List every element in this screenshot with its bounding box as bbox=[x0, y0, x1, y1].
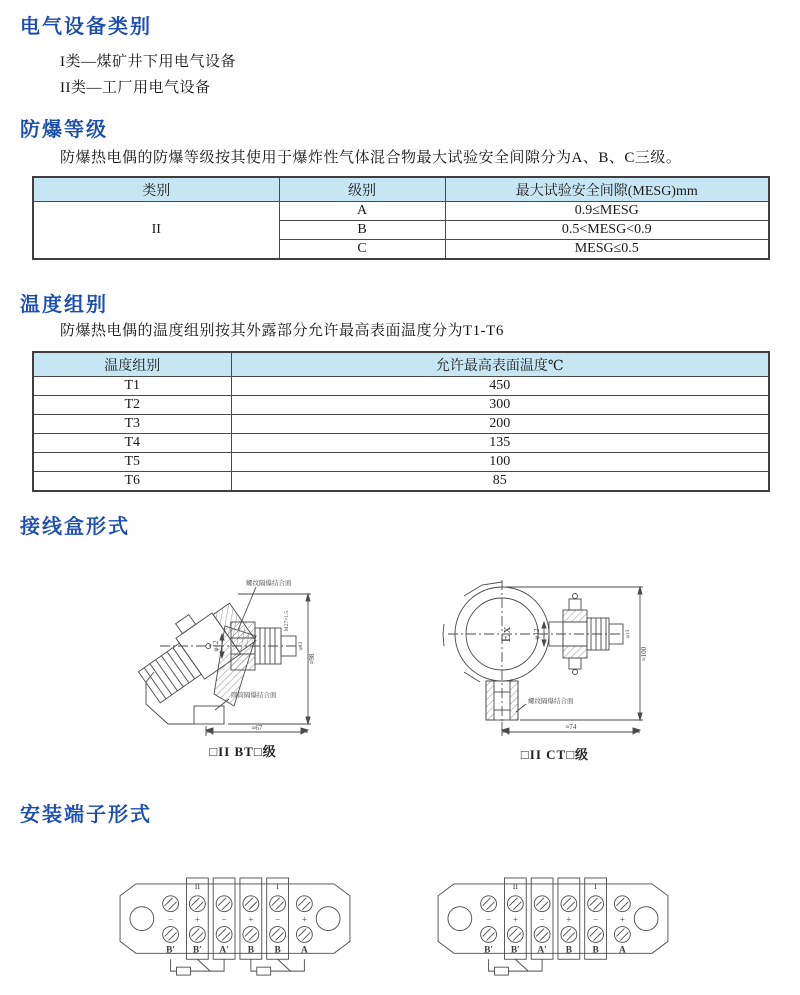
group-label-I: I bbox=[594, 881, 597, 891]
temperature-group-intro: 防爆热电偶的温度组别按其外露部分允许最高表面温度分为T1-T6 bbox=[60, 323, 504, 339]
post-label: A′ bbox=[537, 945, 547, 956]
cell-grade: B bbox=[279, 221, 445, 240]
column-header-grade: 级别 bbox=[279, 177, 445, 202]
cell-temp: 450 bbox=[231, 377, 769, 396]
width-dimension: ≈74 bbox=[565, 723, 577, 731]
post-label: B bbox=[274, 945, 281, 956]
polarity-sign: − bbox=[593, 914, 599, 925]
explosion-grade-intro: 防爆热电偶的防爆等级按其使用于爆炸性气体混合物最大试验安全间隙分为A、B、C三级。 bbox=[60, 150, 682, 166]
polarity-sign: + bbox=[248, 914, 254, 925]
terminal-block-left-figure bbox=[116, 876, 354, 985]
thread-joint-label: 螺纹隔爆结合面 bbox=[246, 580, 292, 587]
mounting-hole bbox=[448, 907, 472, 931]
cell-group: T6 bbox=[33, 472, 231, 492]
polarity-sign: + bbox=[301, 914, 307, 925]
cell-mesg: MESG≤0.5 bbox=[445, 240, 769, 260]
post-label: A′ bbox=[219, 945, 229, 956]
junction-box-ct-figure bbox=[430, 572, 680, 742]
polarity-sign: − bbox=[486, 914, 492, 925]
cylinder-joint-label: 圆筒隔爆结合面 bbox=[231, 692, 277, 699]
column-header-category: 类别 bbox=[33, 177, 279, 202]
table-row bbox=[33, 472, 769, 492]
polarity-sign: + bbox=[566, 914, 572, 925]
group-label-II: II bbox=[512, 881, 518, 891]
junction-box-bt-drawing bbox=[118, 574, 368, 760]
cell-group: T2 bbox=[33, 396, 231, 415]
explosion-grade-table bbox=[32, 176, 770, 260]
polarity-sign: − bbox=[275, 914, 281, 925]
tip-dimension: φ13 bbox=[625, 629, 631, 639]
equipment-class-line-2: II类—工厂用电气设备 bbox=[60, 80, 211, 96]
cell-temp: 135 bbox=[231, 434, 769, 453]
post-label: B bbox=[247, 945, 254, 956]
cell-temp: 200 bbox=[231, 415, 769, 434]
cell-temp: 100 bbox=[231, 453, 769, 472]
tip-dimension: φ13 bbox=[298, 641, 304, 651]
post-label: A bbox=[300, 945, 308, 956]
table-row bbox=[33, 202, 769, 221]
junction-box-ct-drawing bbox=[430, 572, 680, 763]
section-heading-explosion-grade: 防爆等级 bbox=[20, 119, 108, 141]
table-header-row bbox=[33, 352, 769, 377]
cylinder-label-leader bbox=[215, 699, 229, 710]
width-dimension: ≈67 bbox=[251, 724, 263, 732]
cell-category: II bbox=[33, 202, 279, 260]
terminal-screws bbox=[163, 896, 313, 943]
cell-mesg: 0.9≤MESG bbox=[445, 202, 769, 221]
jumper-bracket-right bbox=[251, 959, 305, 975]
bore-dimension: φ12 bbox=[533, 628, 541, 640]
jumper-bracket-left bbox=[171, 959, 225, 975]
post-label: B′ bbox=[166, 945, 176, 956]
group-label-I: I bbox=[276, 881, 279, 891]
height-dimension: ≈98 bbox=[308, 653, 316, 665]
bore-dimension: φ12 bbox=[212, 640, 220, 652]
bottom-cylinder bbox=[194, 706, 224, 724]
cell-mesg: 0.5<MESG<0.9 bbox=[445, 221, 769, 240]
cell-group: T4 bbox=[33, 434, 231, 453]
cell-temp: 300 bbox=[231, 396, 769, 415]
terminal-screws bbox=[481, 896, 631, 943]
polarity-sign: − bbox=[168, 914, 174, 925]
terminal-block-left-drawing bbox=[116, 876, 354, 985]
section-heading-equipment-class: 电气设备类别 bbox=[20, 16, 152, 38]
post-label: B bbox=[565, 945, 572, 956]
column-header-max-temp: 允许最高表面温度℃ bbox=[231, 352, 769, 377]
table-row bbox=[33, 396, 769, 415]
equipment-class-line-1: I类—煤矿井下用电气设备 bbox=[60, 54, 236, 70]
polarity-sign: + bbox=[619, 914, 625, 925]
cell-grade: A bbox=[279, 202, 445, 221]
temperature-group-table bbox=[32, 351, 770, 492]
section-heading-terminal-form: 安装端子形式 bbox=[20, 804, 152, 826]
cell-temp: 85 bbox=[231, 472, 769, 492]
table-row bbox=[33, 453, 769, 472]
post-label: B bbox=[592, 945, 599, 956]
terminal-block-right-figure bbox=[434, 876, 672, 985]
junction-box-bt-caption: □II BT□级 bbox=[209, 744, 277, 759]
polarity-sign: − bbox=[539, 914, 545, 925]
group-label-II: II bbox=[194, 881, 200, 891]
post-label: B′ bbox=[192, 945, 202, 956]
thread-joint-label: 螺纹隔爆结合面 bbox=[528, 698, 574, 705]
mounting-hole bbox=[634, 907, 658, 931]
post-label: B′ bbox=[510, 945, 520, 956]
column-header-mesg: 最大试验安全间隙(MESG)mm bbox=[445, 177, 769, 202]
table-row bbox=[33, 415, 769, 434]
section-heading-junction-box: 接线盒形式 bbox=[20, 516, 130, 538]
junction-box-ct-caption: □II CT□级 bbox=[520, 747, 590, 762]
cell-group: T3 bbox=[33, 415, 231, 434]
table-row bbox=[33, 434, 769, 453]
table-header-row bbox=[33, 177, 769, 202]
thread-size-dimension: M27×1.5 bbox=[284, 610, 290, 632]
table-row bbox=[33, 377, 769, 396]
column-header-temp-group: 温度组别 bbox=[33, 352, 231, 377]
cell-group: T1 bbox=[33, 377, 231, 396]
terminal-block-right-drawing bbox=[434, 876, 672, 985]
jumper-bracket-left bbox=[489, 959, 543, 975]
polarity-sign: + bbox=[194, 914, 200, 925]
polarity-sign: + bbox=[512, 914, 518, 925]
cell-group: T5 bbox=[33, 453, 231, 472]
polarity-sign: − bbox=[221, 914, 227, 925]
mounting-hole bbox=[316, 907, 340, 931]
section-heading-temperature-group: 温度组别 bbox=[20, 294, 108, 316]
height-dimension: ≈100 bbox=[640, 646, 648, 662]
mounting-hole bbox=[130, 907, 154, 931]
ex-mark: Ex bbox=[498, 625, 513, 643]
post-label: B′ bbox=[484, 945, 494, 956]
post-label: A bbox=[618, 945, 626, 956]
cell-grade: C bbox=[279, 240, 445, 260]
junction-box-bt-figure bbox=[118, 574, 368, 739]
